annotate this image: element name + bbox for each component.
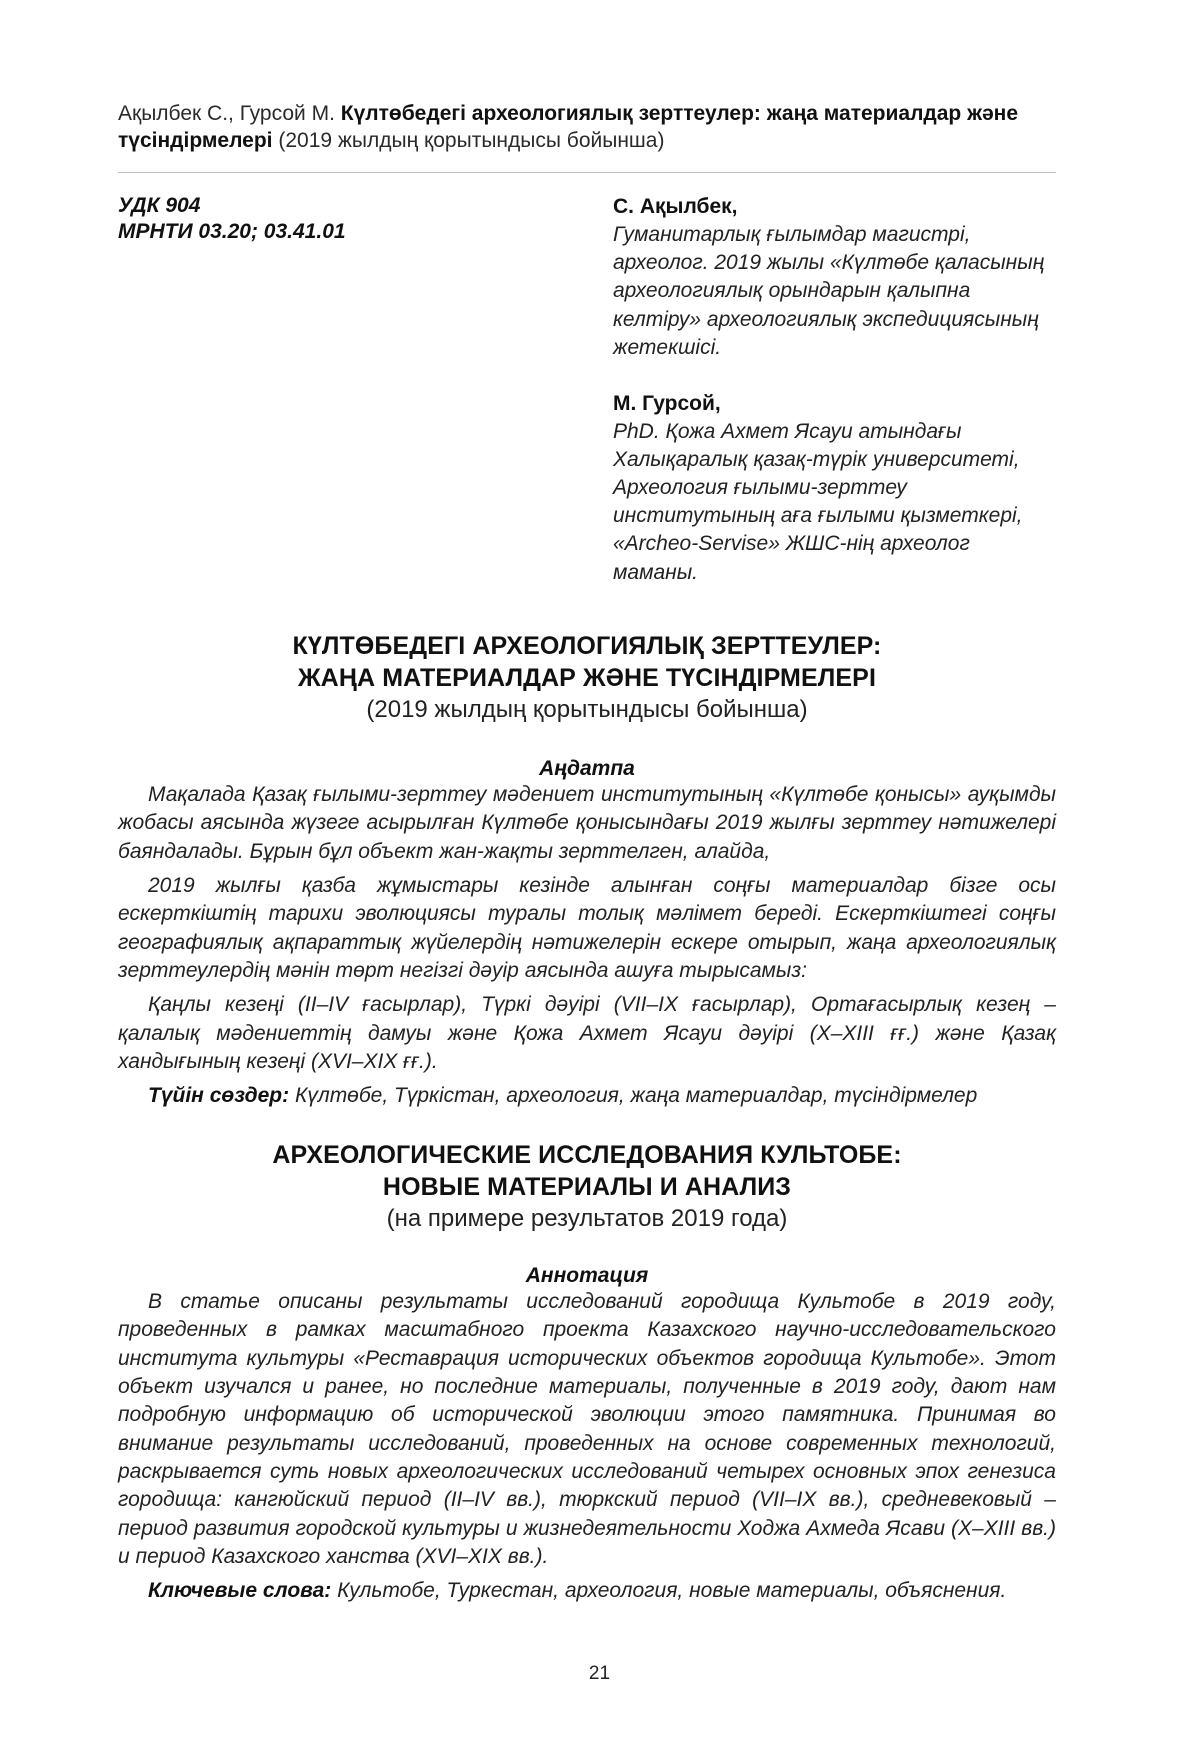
ru-keywords-label: Ключевые слова: — [148, 1579, 332, 1603]
author-name: С. Ақылбек, — [613, 195, 738, 218]
running-head-title: Күлтөбедегі археологиялық зерттеулер: жаңа материалдар және түсіндірмелері — [118, 102, 1019, 153]
kz-title-line: КҮЛТӨБЕДЕГІ АРХЕОЛОГИЯЛЫҚ ЗЕРТТЕУЛЕР: — [292, 632, 882, 660]
kz-keywords-label: Түйін сөздер: — [148, 1084, 290, 1108]
ru-title — [118, 1139, 1056, 1235]
author-name: М. Гурсой, — [613, 391, 721, 415]
kz-title-line: ЖАҢА МАТЕРИАЛДАР ЖӘНЕ ТҮСІНДІРМЕЛЕРІ — [297, 664, 876, 692]
udk-code: УДК 904 — [118, 194, 201, 217]
ru-keywords — [118, 1577, 1056, 1605]
kz-abstract-heading: Аңдатпа — [539, 757, 635, 780]
page-number: 21 — [588, 1663, 611, 1684]
ru-title-line: НОВЫЕ МАТЕРИАЛЫ И АНАЛИЗ — [382, 1173, 792, 1201]
author-affiliation: Гуманитарлық ғылымдар магистрі, археолог. 2019 жылы «Күлтөбе қаласының археологиялық орындарын қалыпна келтіру» археологиялық экспедициясының жетекшісі. — [613, 223, 1045, 359]
mrnti-code: МРНТИ 03.20; 03.41.01 — [118, 220, 346, 244]
kz-keywords — [118, 1082, 1056, 1110]
running-head — [118, 100, 1056, 155]
kz-abstract-paragraph: Мақалада Қазақ ғылыми-зерттеу мәдениет институтының «Күлтөбе қонысы» ауқымды жобасы аясында жүзеге асырылған Күлтөбе қонысындағы 2019 жылғы зерттеу нәтижелері баяндалады. Бұрын бұл объект жан-жақты зерттелген, алайда, — [118, 783, 1056, 863]
header-divider — [118, 172, 1056, 173]
kz-title — [118, 630, 1056, 726]
kz-abstract — [118, 757, 1056, 1111]
kz-keywords-text: Күлтөбе, Түркістан, археология, жаңа материалдар, түсіндірмелер — [294, 1084, 978, 1108]
author-affiliation: PhD. Қожа Ахмет Ясауи атындағы Халықаралық қазақ-түрік университеті, Археология ғылыми-зерттеу институтының аға ғылыми қызметкері, «Archeo-Servise» ЖШС-нің археолог маманы. — [613, 419, 1023, 584]
kz-abstract-paragraph: Қаңлы кезеңі (II–IV ғасырлар), Түркі дәуірі (VII–IX ғасырлар), Ортағасырлық кезең – қалалық мәдениеттің дамуы және Қожа Ахмет Ясауи дәуірі (X–XIII ғғ.) және Қазақ хандығының кезеңі (XVI–XIX ғғ.). — [118, 993, 1056, 1074]
kz-subtitle: (2019 жылдың қорытындысы бойынша) — [366, 696, 808, 723]
ru-abstract-paragraph: В статье описаны результаты исследований городища Культобе в 2019 году, проведенных в рамках масштабного проекта Казахского научно-исследовательского института культуры «Реставрация исторических объектов городища Культобе». Этот объект изучался и ранее, но последние материалы, полученные в 2019 году, дают нам подробную информацию об исторической эволюции этого памятника. Принимая во внимание результаты исследований, проведенных на основе современных технологий, раскрывается суть новых археологических исследований четырех основных эпох генезиса городища: кангюйский период (II–IV вв.), тюркский период (VII–IX вв.), средневековый – период развития городской культуры и жизнедеятельности Ходжа Ахмеда Ясави (X–XIII вв.) и период Казахского ханства (XVI–XIX вв.). — [118, 1290, 1056, 1569]
kz-abstract-paragraph: 2019 жылғы қазба жұмыстары кезінде алынған соңғы материалдар бізге осы ескерткіштің тарихи эволюциясы туралы толық мәлімет береді. Ескерткіштегі соңғы географиялық ақпараттық жүйелердің нәтижелерін ескере отырып, жаңа археологиялық зерттеулердің мәнін төрт негізгі дәуір аясында ашуға тырысамыз: — [118, 874, 1056, 983]
running-head-subtitle: (2019 жылдың қорытындысы бойынша) — [278, 129, 665, 153]
author-block — [613, 193, 1058, 362]
running-head-authors: Ақылбек С., Гурсой М. — [118, 102, 335, 125]
ru-abstract — [118, 1264, 1056, 1606]
ru-abstract-heading: Аннотация — [525, 1264, 649, 1287]
ru-subtitle: (на примере результатов 2019 года) — [386, 1205, 788, 1232]
classification-codes — [118, 193, 346, 245]
ru-keywords-text: Культобе, Туркестан, археология, новые материалы, объяснения. — [337, 1579, 1007, 1603]
author-info — [613, 193, 1058, 587]
author-block — [613, 390, 1058, 587]
ru-title-line: АРХЕОЛОГИЧЕСКИЕ ИССЛЕДОВАНИЯ КУЛЬТОБЕ: — [272, 1141, 902, 1169]
